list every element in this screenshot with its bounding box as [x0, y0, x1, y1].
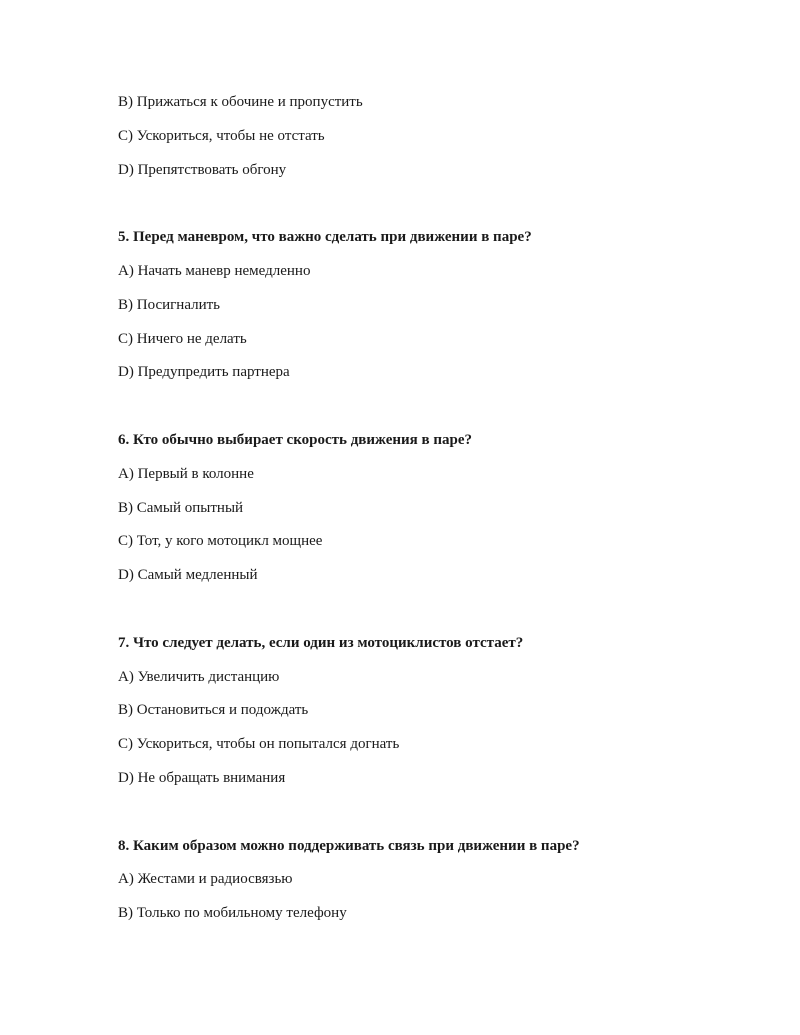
answer-option: D) Не обращать внимания — [118, 769, 286, 786]
answer-option: C) Ускориться, чтобы не отстать — [118, 127, 325, 144]
section-gap — [118, 802, 738, 836]
answer-option: A) Первый в колонне — [118, 465, 254, 482]
answer-option: C) Ничего не делать — [118, 330, 247, 347]
answer-option: D) Препятствовать обгону — [118, 161, 287, 178]
question-block-8 — [118, 836, 738, 924]
question-title: 6. Кто обычно выбирает скорость движения в паре? — [118, 431, 473, 448]
answer-option: A) Начать маневр немедленно — [118, 262, 311, 279]
question-title: 5. Перед маневром, что важно сделать при движении в паре? — [118, 229, 532, 246]
answer-option: B) Самый опытный — [118, 499, 244, 516]
answer-option: B) Посигналить — [118, 296, 221, 313]
answer-option: C) Ускориться, чтобы он попытался догнать — [118, 736, 400, 753]
answer-option: D) Предупредить партнера — [118, 364, 290, 381]
question-title: 7. Что следует делать, если один из мотоциклистов отстает? — [118, 634, 524, 651]
answer-option: C) Тот, у кого мотоцикл мощнее — [118, 533, 323, 550]
section-gap — [118, 193, 738, 227]
section-gap — [118, 599, 738, 633]
question-block-5 — [118, 227, 738, 382]
answer-option: D) Самый медленный — [118, 567, 258, 584]
section-gap — [118, 396, 738, 430]
document-page — [118, 92, 738, 937]
question-block-7 — [118, 633, 738, 788]
answer-option: B) Остановиться и подождать — [118, 702, 309, 719]
question-block-6 — [118, 430, 738, 585]
answer-option: A) Жестами и радиосвязью — [118, 871, 293, 888]
answer-option: B) Прижаться к обочине и пропустить — [118, 94, 363, 110]
answer-option: B) Только по мобильному телефону — [118, 905, 347, 922]
question-title: 8. Каким образом можно поддерживать связь при движении в паре? — [118, 837, 580, 854]
answer-option: A) Увеличить дистанцию — [118, 668, 280, 685]
